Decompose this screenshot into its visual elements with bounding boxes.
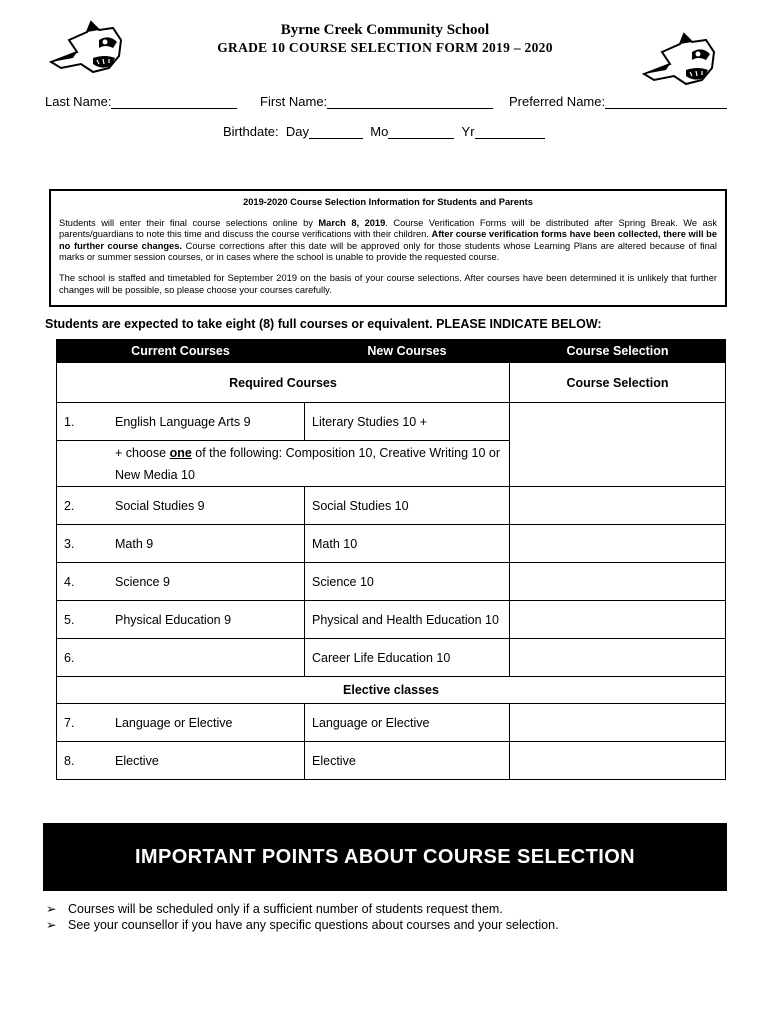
new-course: Career Life Education 10	[305, 639, 510, 677]
course-selection-cell[interactable]	[510, 639, 726, 677]
table-row	[57, 601, 726, 639]
expectation-text: Students are expected to take eight (8) full courses or equivalent. PLEASE INDICATE BELOW:	[45, 317, 602, 331]
course-table	[56, 339, 726, 780]
table-row	[57, 704, 726, 742]
important-banner	[43, 823, 727, 891]
first-name-label: First Name:	[260, 94, 328, 109]
course-selection-cell[interactable]	[510, 563, 726, 601]
row-number: 1.	[64, 414, 75, 429]
course-selection-cell[interactable]	[510, 487, 726, 525]
course-selection-cell[interactable]	[510, 403, 726, 487]
preferred-name-input-line[interactable]	[605, 95, 727, 109]
current-course: Physical Education 9	[115, 612, 232, 627]
current-course: Elective	[115, 753, 159, 768]
table-header-row	[57, 340, 726, 363]
new-course: Math 10	[305, 525, 510, 563]
current-course: Language or Elective	[115, 715, 233, 730]
important-points-list	[46, 901, 559, 933]
row-number: 4.	[64, 574, 75, 589]
course-selection-cell[interactable]	[510, 742, 726, 780]
important-title: IMPORTANT POINTS ABOUT COURSE SELECTION	[134, 845, 636, 868]
birthdate-field[interactable]	[223, 124, 545, 139]
school-name: Byrne Creek Community School	[280, 22, 490, 38]
last-name-input-line[interactable]	[111, 95, 237, 109]
header-course-selection: Course Selection	[510, 340, 726, 363]
current-course: Social Studies 9	[115, 498, 205, 513]
new-course: Language or Elective	[305, 704, 510, 742]
info-title: 2019-2020 Course Selection Information for Students and Parents	[243, 197, 533, 207]
new-course: Physical and Health Education 10	[305, 601, 510, 639]
new-course: Social Studies 10	[305, 487, 510, 525]
row-number: 6.	[64, 650, 75, 665]
row-number: 3.	[64, 536, 75, 551]
arrow-bullet-icon: ➢	[46, 918, 57, 932]
table-row	[57, 403, 726, 441]
elective-classes-label: Elective classes	[57, 677, 726, 704]
current-course: Math 9	[115, 536, 154, 551]
first-name-input-line[interactable]	[327, 95, 493, 109]
new-course: Literary Studies 10 +	[305, 403, 510, 441]
preferred-name-label: Preferred Name:	[509, 94, 606, 109]
row-number: 5.	[64, 612, 75, 627]
info-box	[49, 189, 727, 307]
form-title: GRADE 10 COURSE SELECTION FORM 2019 – 2020	[217, 40, 553, 55]
table-row	[57, 639, 726, 677]
day-input-line[interactable]	[309, 125, 363, 139]
course-selection-label: Course Selection	[510, 363, 726, 403]
choose-one-note: + choose one of the following: Composition 10, Creative Writing 10 or New Media 10	[57, 441, 510, 487]
course-selection-cell[interactable]	[510, 704, 726, 742]
first-name-field[interactable]	[260, 94, 493, 109]
table-row	[57, 487, 726, 525]
info-paragraph-1: Students will enter their final course selections online by March 8, 2019. Course Verification Forms will be distributed after Spring Break. We ask parents/guardians to note this time and discuss the course verifications with their children. After course verification forms have been collected, there will be no further course changes. Course corrections after this date will be approved only for those students whose Learning Plans are altered because of final marks or summer session courses, or in cases where the school is unable to provide the requested course.	[59, 217, 717, 263]
list-item: ➢ See your counsellor if you have any specific questions about courses and your selection.	[46, 918, 559, 932]
preferred-name-field[interactable]	[509, 94, 727, 109]
table-row	[57, 742, 726, 780]
row-number: 2.	[64, 498, 75, 513]
row-number: 7.	[64, 715, 75, 730]
birthdate-label: Birthdate:	[223, 124, 279, 139]
year-label: Yr	[461, 124, 475, 139]
course-selection-cell[interactable]	[510, 525, 726, 563]
year-input-line[interactable]	[475, 125, 545, 139]
new-course: Elective	[305, 742, 510, 780]
current-course: English Language Arts 9	[115, 414, 251, 429]
list-item: ➢ Courses will be scheduled only if a sufficient number of students request them.	[46, 902, 503, 916]
course-selection-cell[interactable]	[510, 601, 726, 639]
new-course: Science 10	[305, 563, 510, 601]
month-input-line[interactable]	[388, 125, 454, 139]
header-new-courses: New Courses	[305, 340, 510, 363]
current-course: Science 9	[115, 574, 170, 589]
arrow-bullet-icon: ➢	[46, 902, 57, 916]
required-courses-label: Required Courses	[57, 363, 510, 403]
table-row	[57, 525, 726, 563]
last-name-label: Last Name:	[45, 94, 112, 109]
month-label: Mo	[370, 124, 389, 139]
info-paragraph-2: The school is staffed and timetabled for September 2019 on the basis of your course selections. After courses have been determined it is unlikely that further changes will be possible, so please choose your courses carefully.	[59, 272, 717, 295]
day-label: Day	[285, 124, 310, 139]
header-current-courses: Current Courses	[57, 340, 305, 363]
row-number: 8.	[64, 753, 75, 768]
last-name-field[interactable]	[45, 94, 237, 109]
table-row	[57, 563, 726, 601]
required-header-row	[57, 363, 726, 403]
elective-header-row	[57, 677, 726, 704]
